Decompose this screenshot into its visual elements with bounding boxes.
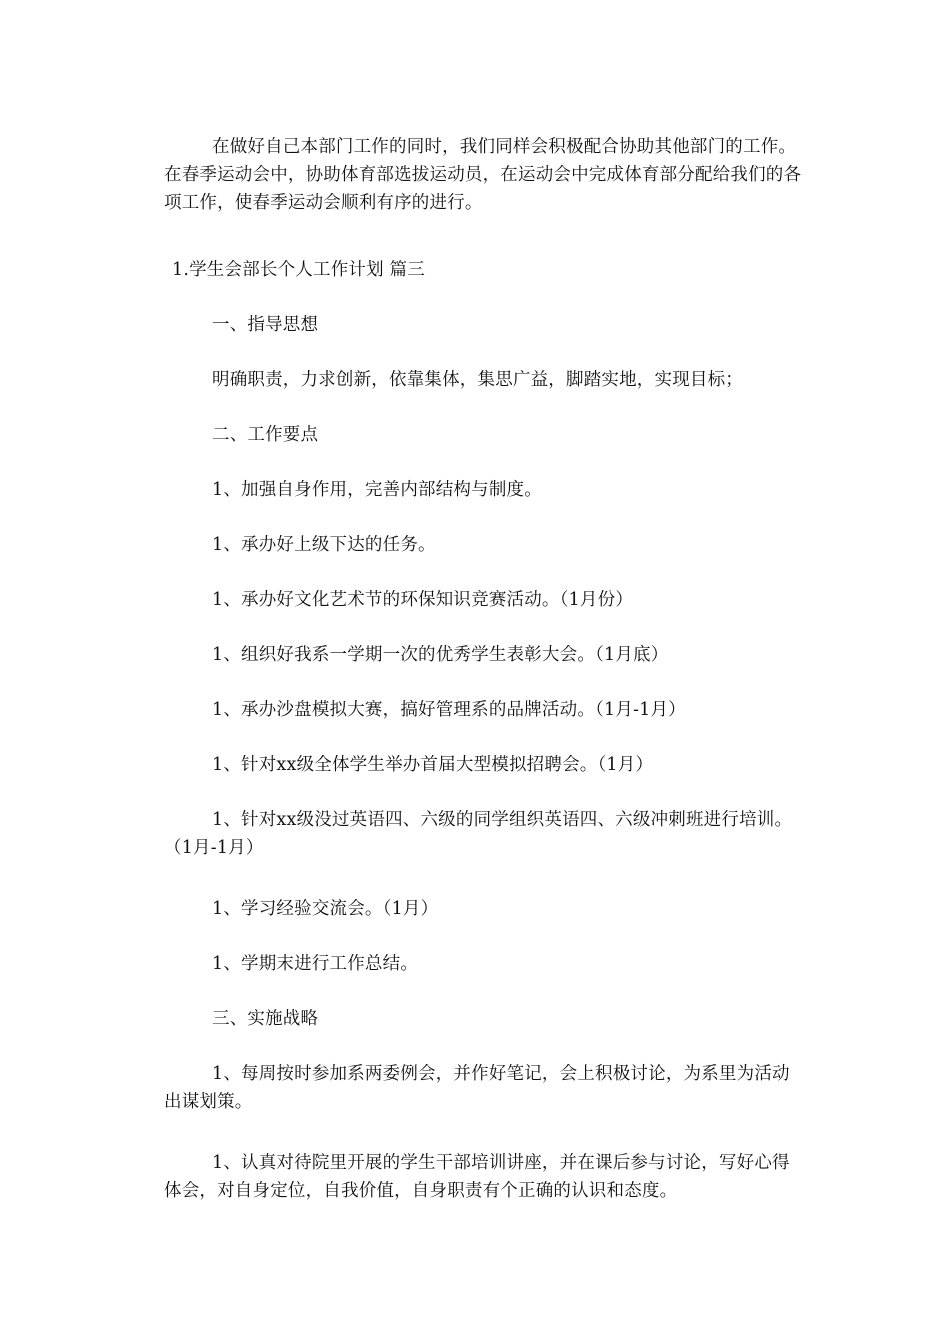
heading-guiding-ideology: 一、指导思想 bbox=[212, 315, 319, 335]
list-item: 1、针对xx级全体学生举办首届大型模拟招聘会。（1月） bbox=[212, 755, 654, 775]
list-item: 1、每周按时参加系两委例会，并作好笔记，会上积极讨论，为系里为活动出谋划策。 bbox=[164, 1064, 790, 1112]
list-item: 1、承办好文化艺术节的环保知识竞赛活动。（1月份） bbox=[212, 590, 634, 610]
paragraph-principles: 明确职责，力求创新，依靠集体，集思广益，脚踏实地，实现目标； bbox=[212, 370, 743, 390]
list-item: 1、加强自身作用，完善内部结构与制度。 bbox=[212, 480, 542, 500]
list-item: 1、承办好上级下达的任务。 bbox=[212, 535, 436, 555]
list-item: 1、针对xx级没过英语四、六级的同学组织英语四、六级冲刺班进行培训。（1月-1月） bbox=[164, 810, 793, 858]
list-item: 1、组织好我系一学期一次的优秀学生表彰大会。（1月底） bbox=[212, 645, 669, 665]
heading-implementation-strategy: 三、实施战略 bbox=[212, 1009, 319, 1029]
list-item: 1、认真对待院里开展的学生干部培训讲座，并在课后参与讨论，写好心得体会，对自身定位，自我价值，自身职责有个正确的认识和态度。 bbox=[164, 1153, 790, 1201]
list-item: 1、学习经验交流会。（1月） bbox=[212, 899, 439, 919]
list-item: 1、学期末进行工作总结。 bbox=[212, 954, 419, 974]
heading-work-points: 二、工作要点 bbox=[212, 425, 319, 445]
paragraph-intro: 在做好自己本部门工作的同时，我们同样会积极配合协助其他部门的工作。在春季运动会中，协助体育部选拔运动员，在运动会中完成体育部分配给我们的各项工作，使春季运动会顺利有序的进行。 bbox=[164, 137, 802, 213]
list-item: 1、承办沙盘模拟大赛，搞好管理系的品牌活动。（1月-1月） bbox=[212, 700, 686, 720]
section-title: 1.学生会部长个人工作计划 篇三 bbox=[172, 260, 425, 280]
